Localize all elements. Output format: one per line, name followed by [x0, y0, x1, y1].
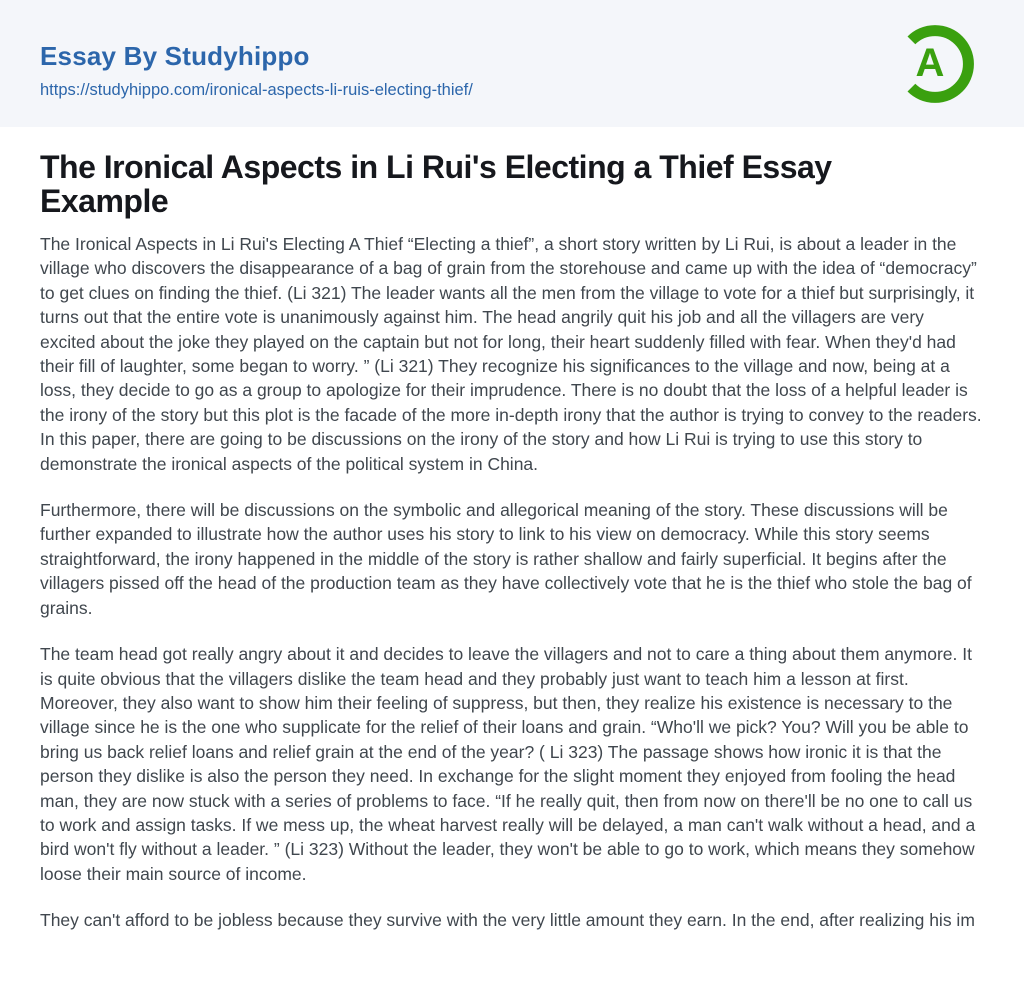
essay-content [0, 150, 1024, 933]
page-header [0, 0, 1024, 127]
page-url-link[interactable]: https://studyhippo.com/ironical-aspects-li-ruis-electing-thief/ [40, 80, 473, 99]
studyhippo-logo-icon [890, 19, 980, 109]
essay-paragraph: The Ironical Aspects in Li Rui's Electing A Thief “Electing a thief”, a short story written by Li Rui, is about a leader in the village who discovers the disappearance of a bag of grain from the storehouse and came up with the idea of “democracy” to get clues on finding the thief. (Li 321) The leader wants all the men from the village to vote for a thief but surprisingly, it turns out that the entire vote is unanimously against him. The head angrily quit his job and all the villagers are very excited about the joke they played on the captain but not for long, their heart suddenly filled with fear. When they'd had their fill of laughter, some began to worry. ” (Li 321) They recognize his significances to the village and now, being at a loss, they decide to go as a group to apologize for their imprudence. There is no doubt that the loss of a helpful leader is the irony of the story but this plot is the facade of the more in-depth irony that the author is trying to convey to the readers. In this paper, there are going to be discussions on the irony of the story and how Li Rui is trying to use this story to demonstrate the ironical aspects of the political system in China. [40, 234, 982, 474]
logo-letter: A [915, 40, 945, 85]
essay-paragraph: The team head got really angry about it and decides to leave the villagers and not to care a thing about them anymore. It is quite obvious that the villagers dislike the team head and they probably just want to teach him a lesson at first. Moreover, they also want to show him their feeling of suppress, but then, they realize his existence is necessary to the village since he is the one who supplicate for the relief of their loans and grain. “Who'll we pick? You? Will you be able to bring us back relief loans and relief grain at the end of the year? ( Li 323) The passage shows how ironic it is that the person they dislike is also the person they need. In exchange for the slight moment they enjoyed from fooling the head man, they are now stuck with a series of problems to face. “If he really quit, then from now on there'll be no one to call us to work and assign tasks. If we mess up, the wheat harvest really will be delayed, a man can't walk without a head, and a bird won't fly without a leader. ” (Li 323) Without the leader, they won't be able to go to work, which means they somehow loose their main source of income. [40, 644, 976, 884]
essay-paragraph: They can't afford to be jobless because they survive with the very little amount they earn. In the end, after realizing his im [40, 910, 975, 931]
essay-paragraph: Furthermore, there will be discussions on the symbolic and allegorical meaning of the story. These discussions will be further expanded to illustrate how the author uses his story to link to his view on democracy. While this story seems straightforward, the irony happened in the middle of the story is rather shallow and fairly superficial. It begins after the villagers pissed off the head of the production team as they have collectively vote that he is the thief who stole the bag of grains. [40, 500, 972, 618]
essay-title: The Ironical Aspects in Li Rui's Electing a Thief Essay Example [40, 149, 832, 219]
header-text-block [40, 42, 473, 99]
site-title-link[interactable]: Essay By Studyhippo [40, 41, 310, 72]
